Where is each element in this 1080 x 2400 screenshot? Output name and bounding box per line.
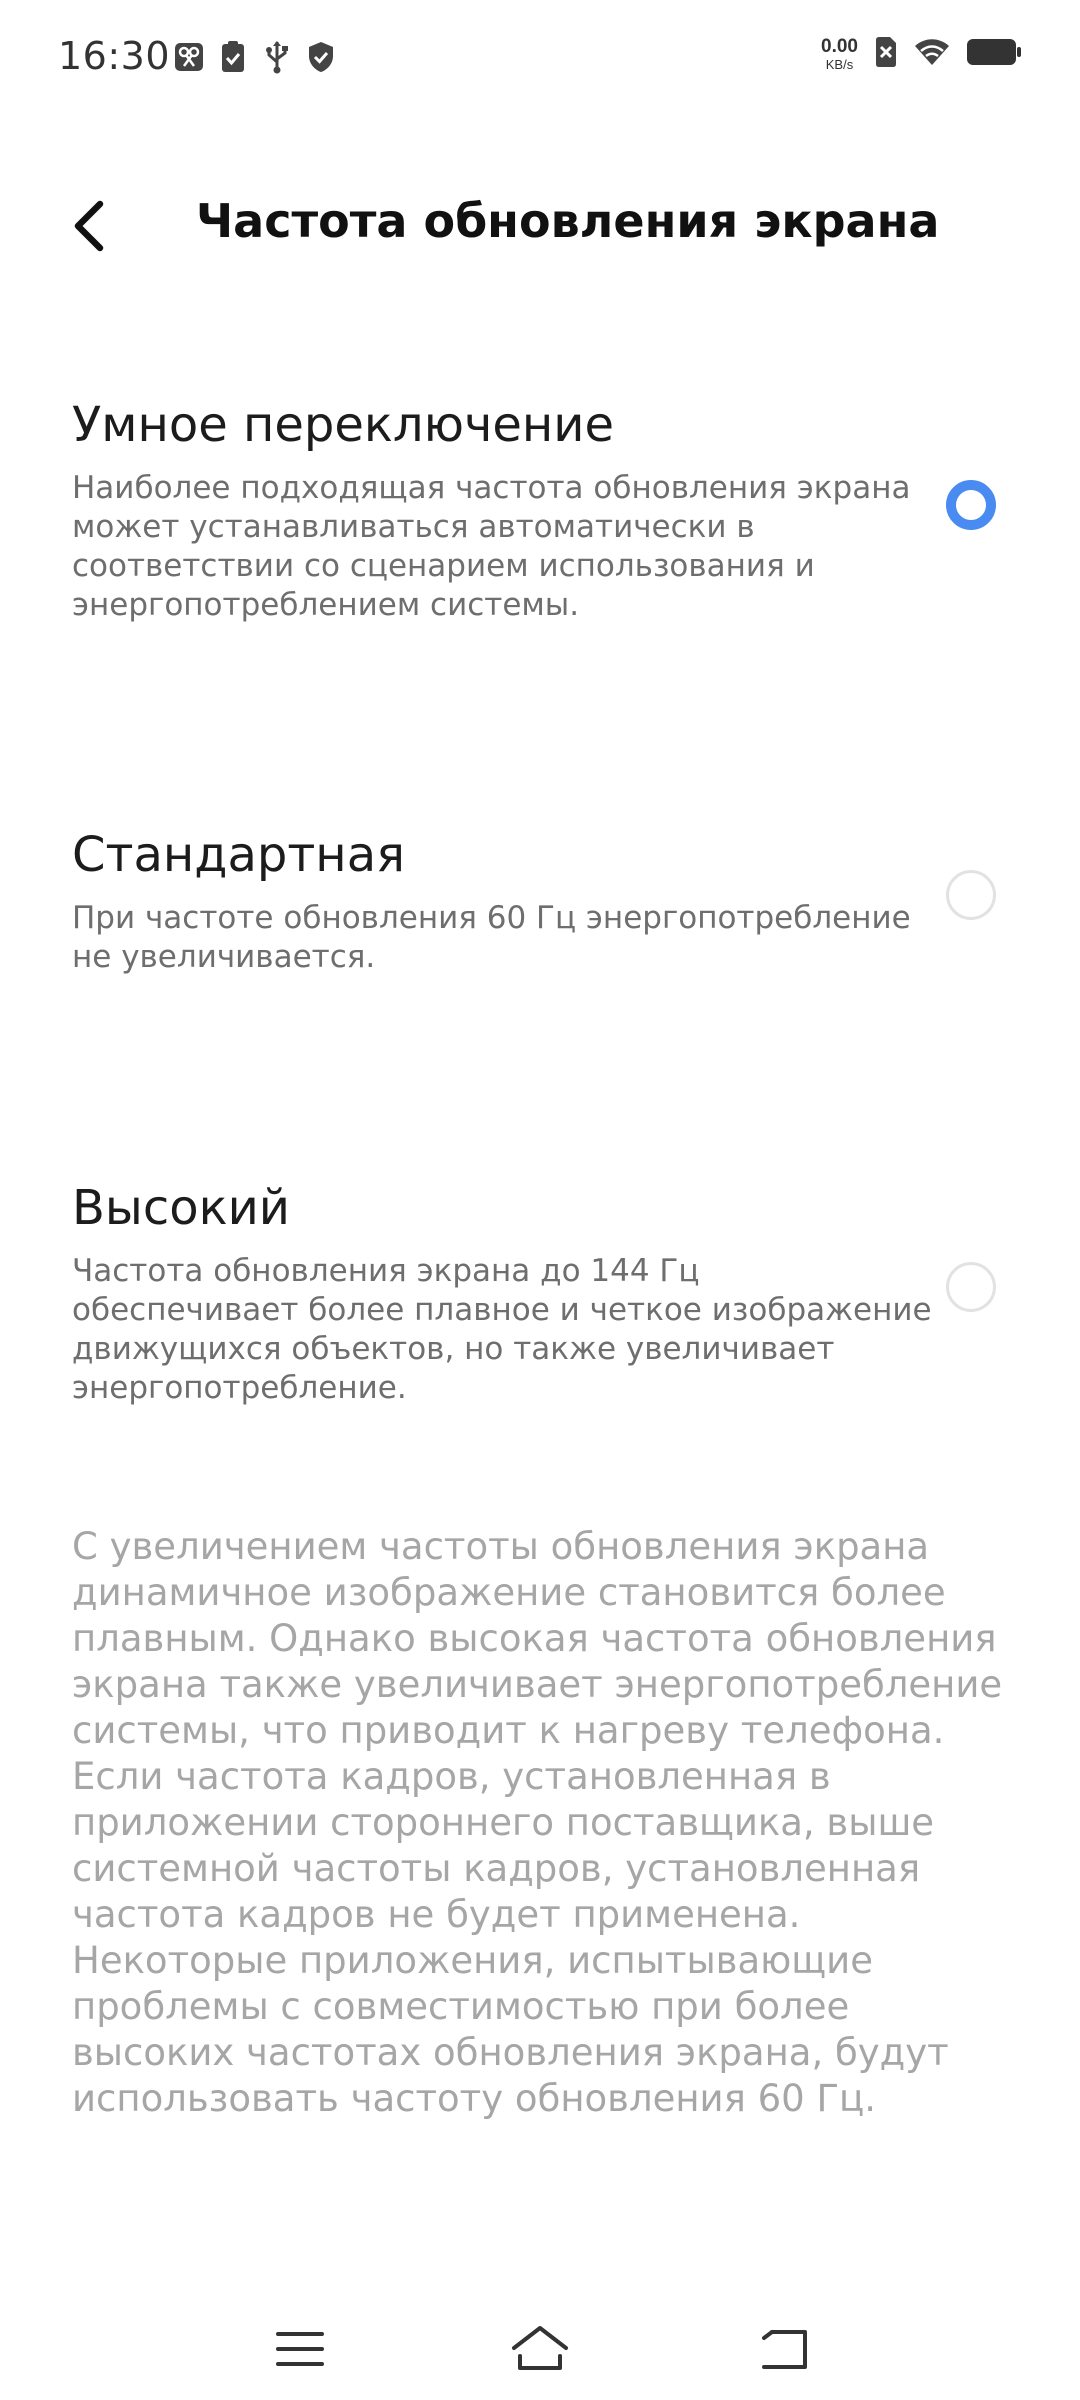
battery-icon (966, 37, 1022, 71)
option-title: Умное переключение (72, 397, 614, 453)
shield-icon (306, 40, 336, 74)
notification-icons (174, 40, 336, 74)
sim-blocked-icon (874, 36, 898, 72)
usb-icon (262, 40, 292, 74)
option-title: Стандартная (72, 827, 405, 883)
menu-button[interactable] (260, 2314, 340, 2384)
option-description: Частота обновления экрана до 144 Гц обеспечивает более плавное и четкое изображение движущихся объектов, но также увеличивает энергопотребление. (72, 1253, 932, 1406)
chevron-left-icon (70, 200, 110, 252)
network-speed (821, 37, 858, 71)
page-title: Частота обновления экрана (196, 194, 940, 248)
option-standard[interactable] (72, 825, 1024, 977)
radio-unselected[interactable] (946, 870, 996, 920)
option-description: Наиболее подходящая частота обновления экрана может устанавливаться автоматически в соответствии со сценарием использования и энергопотреблением системы. (72, 470, 911, 623)
network-speed-value: 0.00 (821, 36, 858, 57)
network-speed-unit: KB/s (825, 57, 854, 72)
back-icon (758, 2326, 810, 2372)
status-right-icons (821, 36, 1022, 72)
home-button[interactable] (500, 2314, 580, 2384)
menu-icon (275, 2329, 325, 2369)
system-nav-bar (0, 2300, 1080, 2400)
info-text: С увеличением частоты обновления экрана динамичное изображение становится более плавным. Однако высокая частота обновления экрана также увеличивает энергопотребление системы, что приводит к нагреву телефона. Если частота кадров, установленная в приложении стороннего поставщика, выше системной частоты кадров, установленная частота кадров не будет применена. Некоторые приложения, испытывающие проблемы с совместимостью при более высоких частотах обновления экрана, будут использовать частоту обновления 60 Гц. (72, 1525, 1003, 2120)
back-button[interactable] (52, 188, 128, 264)
option-smart-switch[interactable] (72, 395, 1024, 625)
scissors-app-icon (174, 40, 204, 74)
app-header (0, 160, 1080, 290)
option-title: Высокий (72, 1180, 290, 1236)
option-description: При частоте обновления 60 Гц энергопотребление не увеличивается. (72, 900, 911, 975)
option-high[interactable] (72, 1178, 1024, 1408)
status-bar (0, 0, 1080, 116)
wifi-icon (914, 37, 950, 71)
home-icon (510, 2324, 570, 2374)
status-time: 16:30 (58, 34, 171, 78)
clipboard-check-icon (218, 40, 248, 74)
back-nav-button[interactable] (744, 2314, 824, 2384)
radio-unselected[interactable] (946, 1262, 996, 1312)
radio-selected[interactable] (946, 480, 996, 530)
